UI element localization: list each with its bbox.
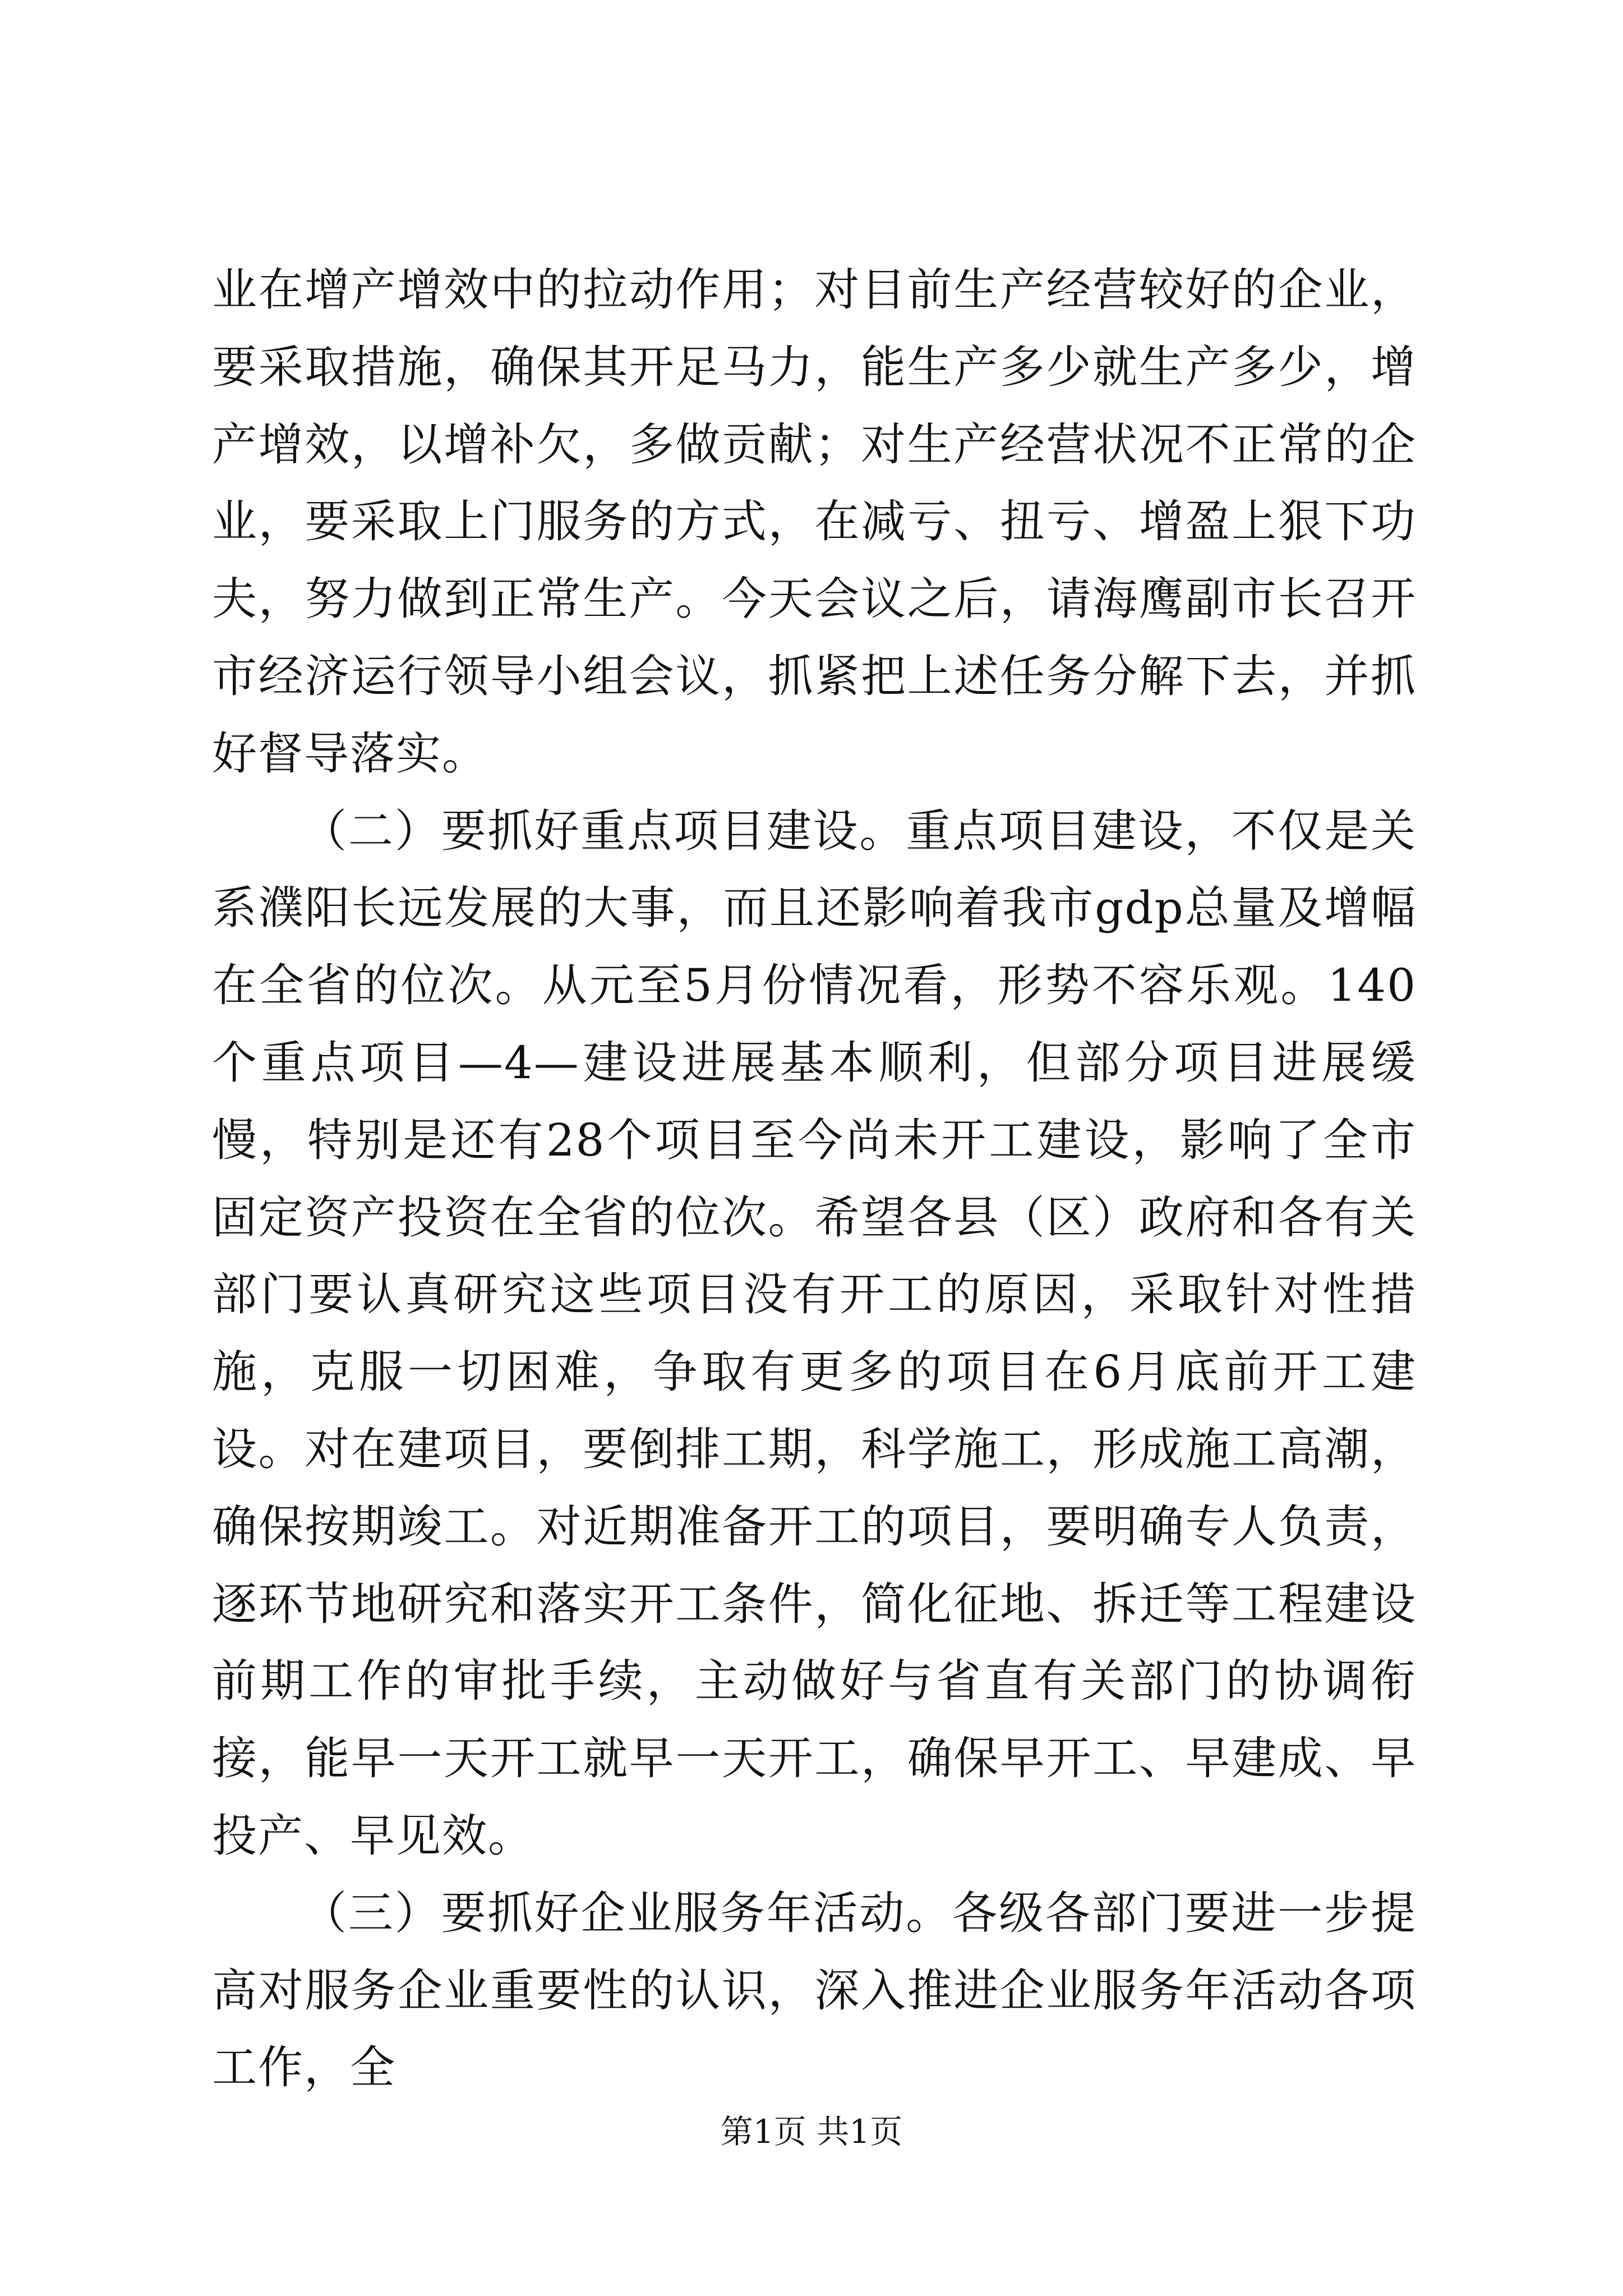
paragraph-3: （三）要抓好企业服务年活动。各级各部门要进一步提高对服务企业重要性的认识，深入推进企业服务年活动各项工作，全: [212, 1887, 1417, 2094]
paragraph-2: （二）要抓好重点项目建设。重点项目建设，不仅是关系濮阳长远发展的大事，而且还影响着我市gdp总量及增幅在全省的位次。从元至5月份情况看，形势不容乐观。140个重点项目—4—建设进展基本顺利，但部分项目进展缓慢，特别是还有28个项目至今尚未开工建设，影响了全市固定资产投资在全省的位次。希望各县（区）政府和各有关部门要认真研究这些项目没有开工的原因，采取针对性措施，克服一切困难，争取有更多的项目在6月底前开工建设。对在建项目，要倒排工期，科学施工，形成施工高潮，确保按期竣工。对近期准备开工的项目，要明确专人负责，逐环节地研究和落实开工条件，简化征地、拆迁等工程建设前期工作的审批手续，主动做好与省直有关部门的协调衔接，能早一天开工就早一天开工，确保早开工、早建成、早投产、早见效。: [212, 804, 1417, 1862]
paragraph-1: 业在增产增效中的拉动作用；对目前生产经营较好的企业，要采取措施，确保其开足马力，能生产多少就生产多少，增产增效，以增补欠，多做贡献；对生产经营状况不正常的企业，要采取上门服务的方式，在减亏、扭亏、增盈上狠下功夫，努力做到正常生产。今天会议之后，请海鹰副市长召开市经济运行领导小组会议，抓紧把上述任务分解下去，并抓好督导落实。: [212, 264, 1417, 780]
page-footer: 第1页 共1页: [720, 2113, 903, 2151]
document-body: [212, 251, 1417, 2106]
